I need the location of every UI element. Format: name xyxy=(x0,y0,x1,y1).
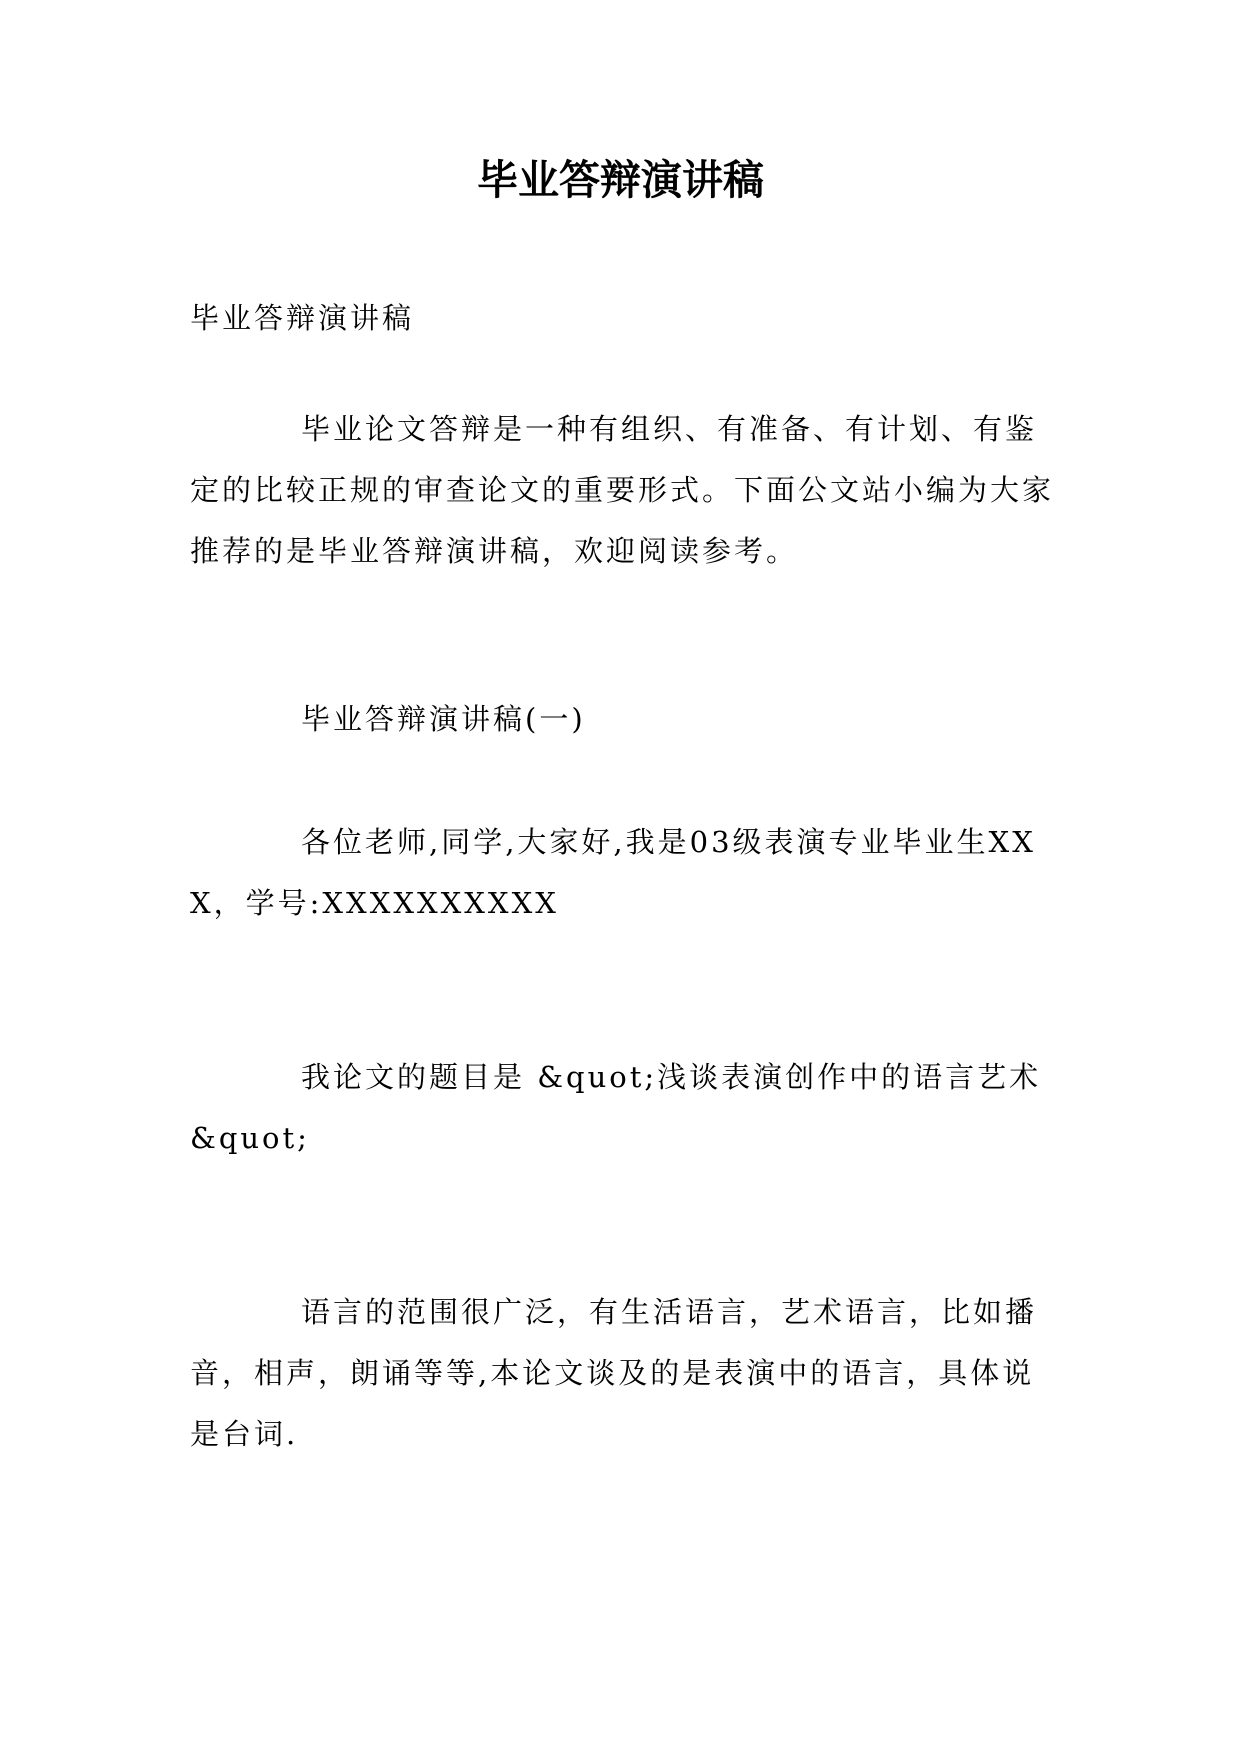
document-title: 毕业答辩演讲稿 xyxy=(477,156,764,204)
subtitle-paragraph: 毕业答辩演讲稿 xyxy=(190,301,415,335)
section-heading: 毕业答辩演讲稿(一) xyxy=(301,702,586,736)
intro-paragraph: 毕业论文答辩是一种有组织、有准备、有计划、有鉴定的比较正规的审查论文的重要形式。下面公文站小编为大家推荐的是毕业答辩演讲稿，欢迎阅读参考。 xyxy=(190,412,1055,568)
language-scope-paragraph: 语言的范围很广泛，有生活语言，艺术语言，比如播音，相声，朗诵等等,本论文谈及的是表演中的语言，具体说是台词. xyxy=(190,1295,1038,1451)
greeting-paragraph: 各位老师,同学,大家好,我是03级表演专业毕业生XXX，学号:XXXXXXXXXX xyxy=(190,825,1036,920)
thesis-title-paragraph: 我论文的题目是 &quot;浅谈表演创作中的语言艺术&quot; xyxy=(190,1060,1042,1155)
